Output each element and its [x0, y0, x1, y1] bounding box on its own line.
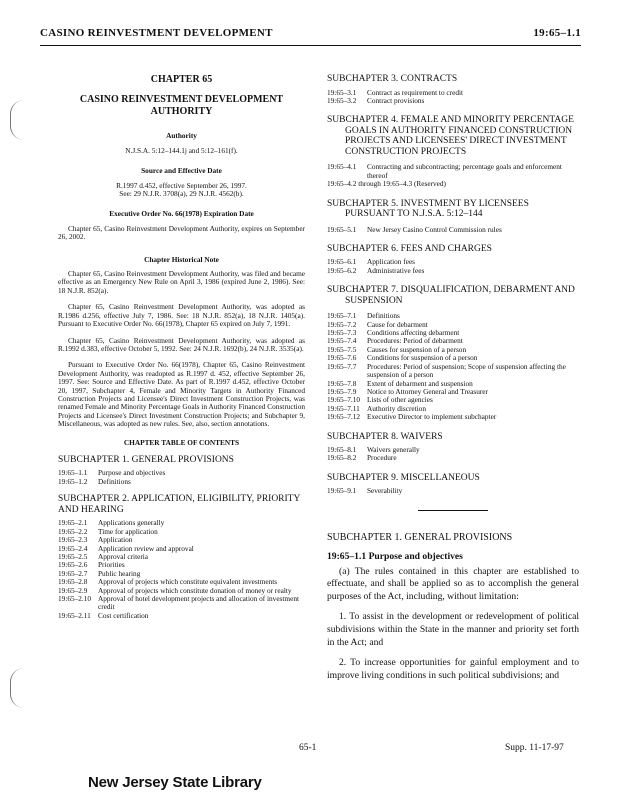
toc-subchapter-heading: SUBCHAPTER 6. FEES AND CHARGES — [327, 243, 492, 254]
toc-entry — [58, 519, 305, 527]
toc-entry — [327, 413, 579, 421]
toc-entry-title: Approval criteria — [98, 551, 149, 561]
library-stamp: New Jersey State Library — [88, 774, 262, 791]
toc-entry-number: 19:65–2.1 — [58, 518, 88, 528]
toc-entry-title: Notice to Attorney General and Treasurer — [367, 386, 488, 396]
toc-entry — [327, 312, 579, 320]
toc-list — [327, 312, 579, 421]
toc-entry — [327, 258, 579, 266]
toc-entry-number: 19:65–7.10 — [327, 395, 361, 405]
toc-entry-title: Contracting and subcontracting; percentage goals and enforcement thereof — [367, 162, 562, 180]
toc-entry-number: 19:65–7.11 — [327, 403, 360, 413]
historical-note-paragraph: Chapter 65, Casino Reinvestment Development Authority, was adopted as R.1992 d.383, effective October 5, 1992. See: 24 N.J.R. 1692(b), 24 N.J.R. 3535(a). — [58, 335, 305, 353]
toc-entry — [58, 553, 305, 561]
section-heading: 19:65–1.1 Purpose and objectives — [327, 551, 463, 563]
toc-entry-title: Definitions — [367, 311, 400, 321]
running-header — [40, 25, 581, 46]
toc-entry — [58, 595, 305, 612]
section-paragraph: (a) The rules contained in this chapter are established to effectuate, and shall be applied so as to accomplish the general purposes of the Act, including, without limitation: — [327, 565, 579, 602]
toc-entry-number: 19:65–3.1 — [327, 87, 357, 97]
toc-entry — [327, 97, 579, 105]
source-heading: Source and Effective Date — [141, 166, 222, 176]
section-paragraph: 2. To increase opportunities for gainful employment and to improve living conditions in such political subdivisions; and — [327, 657, 579, 681]
toc-list — [327, 487, 579, 495]
toc-entry-number: 19:65–2.8 — [58, 577, 88, 587]
left-column — [58, 70, 305, 620]
toc-entry-number: 19:65–2.7 — [58, 568, 88, 578]
historical-note-paragraph: Pursuant to Executive Order No. 66(1978), Chapter 65, Casino Reinvestment Development Authority, was readopted as R.1997 d. 452, effective September 26, 1997. See: Source and Effective Date. As part of R.1997 d.452, effective October 20, 1997, Subchapter 4, Female and Minority Targets in Authority Financed Construction Projects and Licensee's Direct Investment Construction Projects, was renamed Female and Minority Percentage Goals in Authority Financed Construction Projects and Licensee's Direct Investment Construction Projects; and Subchapter 9, Miscellaneous, was adopted as new rules. See, also, section annotations. — [58, 360, 305, 429]
toc-entry-number: 19:65–6.1 — [327, 257, 357, 267]
margin-mark — [10, 668, 25, 708]
toc-entry-title: Application — [98, 535, 133, 545]
toc-subchapter-heading: SUBCHAPTER 3. CONTRACTS — [327, 74, 458, 84]
authority-text: N.J.S.A. 5:12–144.1j and 5:12–161(f). — [125, 145, 238, 155]
toc-entry-title: Causes for suspension of a person — [367, 344, 467, 354]
authority-heading: Authority — [166, 131, 197, 141]
toc-entry — [327, 89, 579, 97]
toc-entry-title: Conditions affecting debarment — [367, 328, 460, 338]
toc-entry-title: Waivers generally — [367, 445, 420, 455]
header-title: CASINO REINVESTMENT DEVELOPMENT — [40, 27, 273, 39]
toc-entry — [327, 446, 579, 454]
page-number: 65-1 — [299, 743, 317, 753]
toc-entry-title: Cost certification — [98, 610, 149, 620]
header-section-number: 19:65–1.1 — [533, 27, 581, 39]
toc-entry-number: 19:65–7.8 — [327, 378, 357, 388]
toc-entry-number: 19:65–4.1 — [327, 162, 357, 172]
toc-list — [327, 258, 579, 275]
toc-list — [327, 446, 579, 463]
toc-entry-title: Approval of hotel development projects and allocation of investment credit — [98, 593, 300, 612]
toc-list — [327, 226, 579, 234]
toc-entry-title: Administrative fees — [367, 265, 425, 275]
toc-entry-title: Procedure — [367, 453, 397, 463]
divider — [418, 510, 488, 511]
toc-entry-number: 19:65–2.10 — [58, 593, 92, 603]
historical-note-paragraph: Chapter 65, Casino Reinvestment Development Authority, was filed and became effective as an Emergency New Rule on April 3, 1986 (expired June 2, 1986). See: 18 N.J.R. 852(a). — [58, 269, 305, 295]
margin-mark — [10, 100, 25, 140]
toc-entry-title: Authority discretion — [367, 403, 426, 413]
toc-entry — [327, 363, 579, 380]
toc-entry-title: Application fees — [367, 257, 416, 267]
toc-entry-title: Procedures: Period of debarment — [367, 336, 463, 346]
toc-entry-title: Application review and approval — [98, 543, 194, 553]
toc-entry-title: Applications generally — [98, 518, 165, 528]
toc-entry — [327, 454, 579, 462]
toc-entry-number: 19:65–7.2 — [327, 319, 357, 329]
toc-entry-number: 19:65–7.9 — [327, 386, 357, 396]
toc-subchapter-heading: SUBCHAPTER 1. GENERAL PROVISIONS — [58, 454, 234, 465]
toc-entry-number: 19:65–8.1 — [327, 445, 357, 455]
toc-entry-number: 19:65–2.6 — [58, 560, 88, 570]
toc-entry — [327, 487, 579, 495]
toc-entry — [327, 388, 579, 396]
toc-entry-title: 19:65–4.2 through 19:65–4.3 (Reserved) — [327, 179, 446, 189]
toc-entry-number: 19:65–2.9 — [58, 585, 88, 595]
toc-entry — [58, 528, 305, 536]
toc-entry-title: Purpose and objectives — [98, 468, 166, 478]
toc-entry — [327, 163, 579, 180]
toc-entry-number: 19:65–3.2 — [327, 95, 357, 105]
toc-entry-title: Cause for debarment — [367, 319, 428, 329]
toc-subchapter-heading: SUBCHAPTER 4. FEMALE AND MINORITY PERCENTAGE GOALS IN AUTHORITY FINANCED CONSTRUCTION PROJECTS AND LICENSEES' DIRECT INVESTMENT CONSTRUCTION PROJECTS — [327, 115, 574, 157]
toc-entry-number: 19:65–2.11 — [58, 610, 91, 620]
toc-heading: CHAPTER TABLE OF CONTENTS — [123, 437, 240, 447]
toc-entry-number: 19:65–1.1 — [58, 468, 88, 478]
toc-entry-title: Severability — [367, 486, 403, 496]
toc-entry — [58, 561, 305, 569]
toc-entry — [58, 612, 305, 620]
toc-entry-number: 19:65–9.1 — [327, 486, 357, 496]
toc-entry-title: Procedures: Period of suspension; Scope of suspension affecting the suspension of a person — [367, 361, 566, 380]
toc-entry-title: Approval of projects which constitute equivalent investments — [98, 577, 278, 587]
source-line: R.1997 d.452, effective September 26, 1997. — [116, 180, 247, 190]
section-paragraph: 1. To assist in the development or redevelopment of political subdivisions within the State in the manner and priority set forth in the Act; and — [327, 611, 579, 648]
toc-entry-number: 19:65–7.7 — [327, 361, 357, 371]
chapter-number: CHAPTER 65 — [150, 74, 213, 85]
toc-entry-number: 19:65–7.5 — [327, 344, 357, 354]
toc-entry-title: Executive Director to implement subchapter — [367, 412, 497, 422]
right-column — [327, 70, 579, 690]
toc-entry — [58, 469, 305, 477]
toc-entry-number: 19:65–8.2 — [327, 453, 357, 463]
toc-entry — [327, 267, 579, 275]
toc-entry-number: 19:65–2.4 — [58, 543, 88, 553]
toc-list — [327, 163, 579, 188]
toc-entry-title: Extent of debarment and suspension — [367, 378, 473, 388]
toc-entry-number: 19:65–5.1 — [327, 224, 357, 234]
toc-entry-title: Priorities — [98, 560, 125, 570]
toc-entry-number: 19:65–1.2 — [58, 476, 88, 486]
toc-list — [58, 519, 305, 620]
toc-entry-number: 19:65–2.3 — [58, 535, 88, 545]
toc-entry-number: 19:65–7.12 — [327, 412, 361, 422]
toc-entry-title: Lists of other agencies — [367, 395, 433, 405]
historical-note-heading: Chapter Historical Note — [144, 254, 219, 264]
body-subchapter-heading: SUBCHAPTER 1. GENERAL PROVISIONS — [327, 531, 513, 543]
toc-entry-number: 19:65–7.1 — [327, 311, 357, 321]
toc-entry-title: Contract as requirement to credit — [367, 87, 464, 97]
toc-entry-number: 19:65–7.3 — [327, 328, 357, 338]
executive-order-heading: Executive Order No. 66(1978) Expiration Date — [109, 209, 254, 219]
toc-entry-number: 19:65–7.6 — [327, 353, 357, 363]
supplement-date: Supp. 11-17-97 — [505, 743, 564, 753]
historical-note-paragraph: Chapter 65, Casino Reinvestment Development Authority, was adopted as R.1986 d.256, effective July 7, 1986. See: 18 N.J.R. 852(a), 18 N.J.R. 1405(a). Pursuant to Executive Order No. 66(1978), Chapter 65 expired on July 7, 1991. — [58, 302, 305, 329]
toc-subchapter-heading: SUBCHAPTER 8. WAIVERS — [327, 431, 443, 442]
executive-order-text: Chapter 65, Casino Reinvestment Development Authority, expires on September 26, 2002. — [58, 223, 305, 242]
toc-list — [327, 89, 579, 106]
toc-entry-title: Definitions — [98, 476, 131, 486]
toc-list — [58, 469, 305, 486]
toc-subchapter-heading: SUBCHAPTER 9. MISCELLANEOUS — [327, 472, 480, 483]
toc-entry-title: Time for application — [98, 526, 158, 536]
toc-entry-number: 19:65–6.2 — [327, 265, 357, 275]
toc-entry-title: Public hearing — [98, 568, 141, 578]
toc-entry-number: 19:65–7.4 — [327, 336, 357, 346]
toc-entry — [327, 180, 579, 188]
toc-entry-title: Contract provisions — [367, 95, 425, 105]
toc-subchapter-heading: SUBCHAPTER 2. APPLICATION, ELIGIBILITY, PRIORITY AND HEARING — [58, 494, 300, 515]
section-body — [327, 566, 579, 683]
toc-entry — [58, 545, 305, 553]
toc-subchapter-heading: SUBCHAPTER 7. DISQUALIFICATION, DEBARMENT AND SUSPENSION — [327, 285, 575, 306]
toc-entry-title: Conditions for suspension of a person — [367, 353, 478, 363]
chapter-title: CASINO REINVESTMENT DEVELOPMENT AUTHORITY — [79, 94, 284, 118]
source-line: See: 29 N.J.R. 3708(a), 29 N.J.R. 4562(b). — [119, 189, 244, 199]
toc-entry — [327, 396, 579, 404]
toc-entry — [58, 478, 305, 486]
toc-entry-number: 19:65–2.5 — [58, 551, 88, 561]
toc-entry-title: New Jersey Casino Control Commission rules — [367, 224, 502, 234]
toc-entry — [327, 226, 579, 234]
toc-entry-number: 19:65–2.2 — [58, 526, 88, 536]
toc-subchapter-heading: SUBCHAPTER 5. INVESTMENT BY LICENSEES PURSUANT TO N.J.S.A. 5:12–144 — [327, 198, 529, 220]
toc-entry-title: Approval of projects which constitute donation of money or realty — [98, 585, 292, 595]
